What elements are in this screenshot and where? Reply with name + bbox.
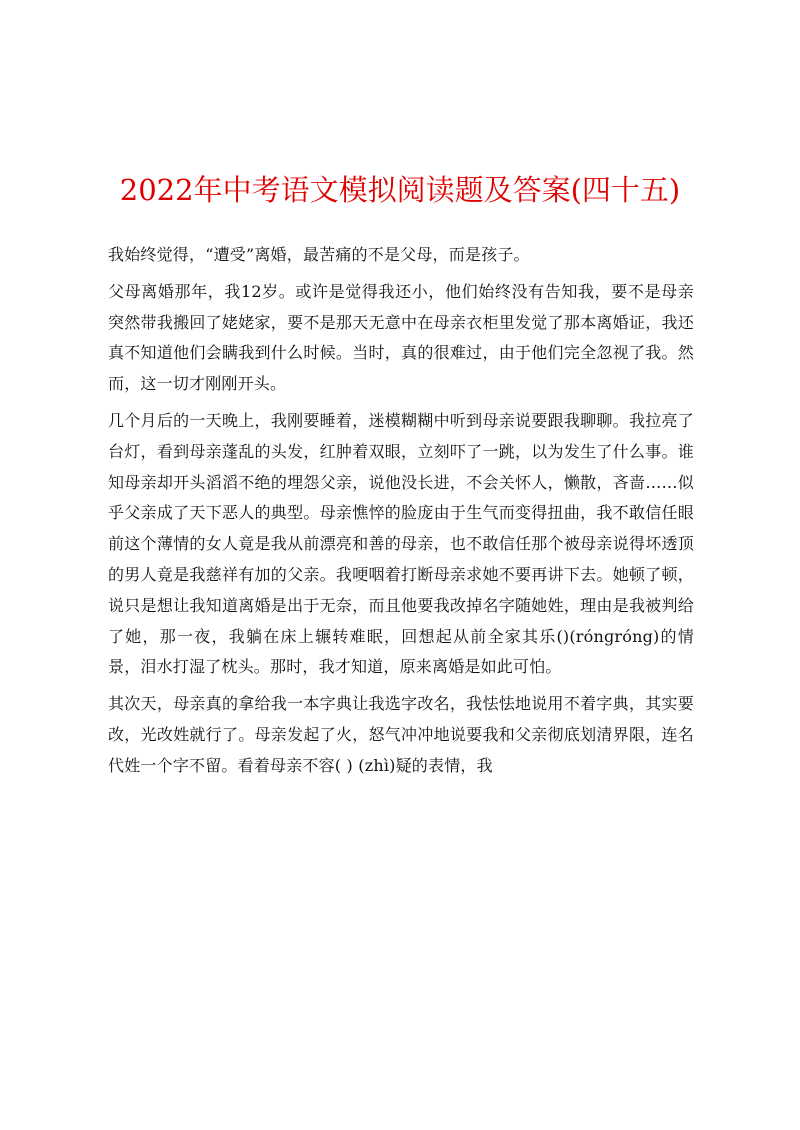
paragraph-1: 我始终觉得，“遭受”离婚，最苦痛的不是父母，而是孩子。 <box>108 245 530 264</box>
paragraph-3: 几个月后的一天晚上，我刚要睡着，迷模糊糊中听到母亲说要跟我聊聊。我拉亮了台灯，看到母亲蓬乱的头发，红肿着双眼，立刻吓了一跳，以为发生了什么事。谁知母亲却开头滔滔不绝的埋怨父亲，说他没长进，不会关怀人，懒散，吝啬……似乎父亲成了天下恶人的典型。母亲憔悴的脸庞由于生气而变得扭曲，我不敢信任眼前这个薄情的女人竟是我从前漂亮和善的母亲，也不敢信任那个被母亲说得坏透顶的男人竟是我慈祥有加的父亲。我哽咽着打断母亲求她不要再讲下去。她顿了顿，说只是想让我知道离婚是出于无奈，而且他要我改掉名字随她姓，理由是我被判给了她，那一夜，我躺在床上辗转难眠，回想起从前全家其乐()(rónɡróng)的情景，泪水打湿了枕头。那时，我才知道，原来离婚是如此可怕。 <box>108 410 694 677</box>
document-title: 2022年中考语文模拟阅读题及答案(四十五) <box>119 173 681 207</box>
paragraph-2: 父母离婚那年，我12岁。或许是觉得我还小，他们始终没有告知我，要不是母亲突然带我搬回了姥姥家，要不是那天无意中在母亲衣柜里发觉了那本离婚证，我还真不知道他们会瞒我到什么时候。当时，真的很难过，由于他们完全忽视了我。然而，这一切才刚刚开头。 <box>108 281 694 394</box>
paragraph-4: 其次天，母亲真的拿给我一本字典让我选字改名，我怯怯地说用不着字典，其实要改，光改姓就行了。母亲发起了火，怒气冲冲地说要我和父亲彻底划清界限，连名代姓一个字不留。看着母亲不容( ) (zhì)疑的表情，我 <box>108 694 694 775</box>
document-body <box>108 240 694 782</box>
